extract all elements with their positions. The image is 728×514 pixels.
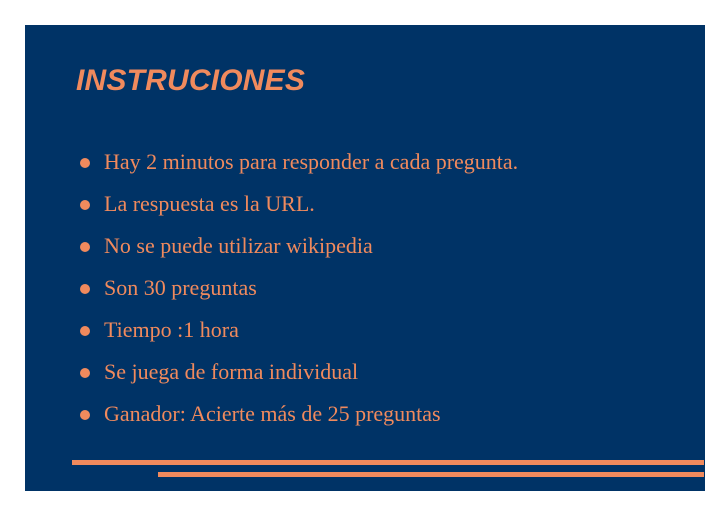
bullet-text: Tiempo :1 hora bbox=[104, 317, 239, 342]
decorative-rule-bottom bbox=[158, 472, 704, 477]
bullet-list bbox=[78, 145, 518, 439]
bullet-text: Se juega de forma individual bbox=[104, 359, 359, 384]
bullet-item bbox=[78, 313, 518, 355]
slide-title: INSTRUCIONES bbox=[76, 64, 306, 97]
bullet-text: Son 30 preguntas bbox=[104, 275, 257, 300]
bullet-dot-icon bbox=[80, 158, 90, 168]
bullet-dot-icon bbox=[80, 326, 90, 336]
bullet-item bbox=[78, 397, 518, 439]
bullet-dot-icon bbox=[80, 242, 90, 252]
bullet-text: No se puede utilizar wikipedia bbox=[104, 233, 373, 258]
bullet-dot-icon bbox=[80, 410, 90, 420]
bullet-dot-icon bbox=[80, 368, 90, 378]
bullet-item bbox=[78, 355, 518, 397]
bullet-dot-icon bbox=[80, 200, 90, 210]
bullet-text: Hay 2 minutos para responder a cada pregunta. bbox=[104, 149, 519, 174]
slide bbox=[25, 25, 705, 491]
bullet-item bbox=[78, 271, 518, 313]
bullet-item bbox=[78, 229, 518, 271]
bullet-text: Ganador: Acierte más de 25 preguntas bbox=[104, 401, 441, 426]
bullet-dot-icon bbox=[80, 284, 90, 294]
bullet-item bbox=[78, 145, 518, 187]
bullet-text: La respuesta es la URL. bbox=[104, 191, 315, 216]
decorative-rule-top bbox=[72, 460, 704, 465]
bullet-item bbox=[78, 187, 518, 229]
